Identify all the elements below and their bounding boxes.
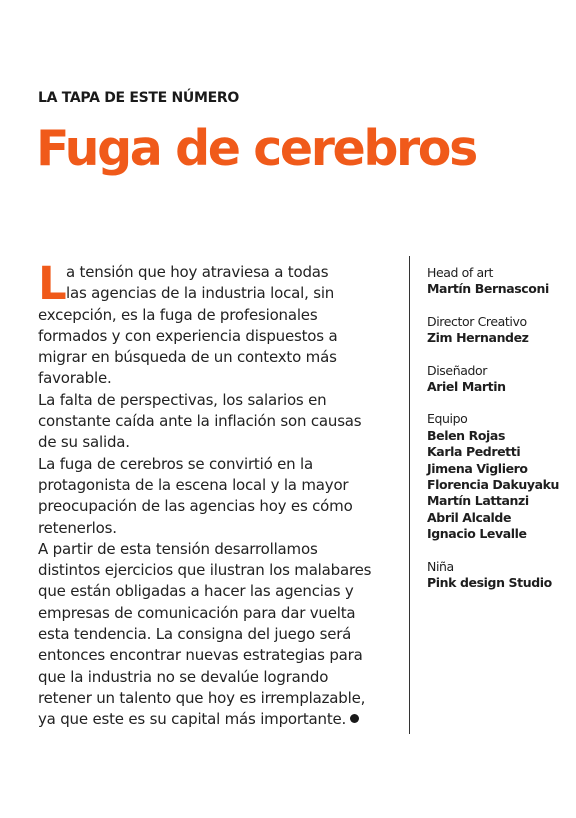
article-line: las agencias de la industria local, sin — [66, 284, 335, 303]
drop-cap: L — [38, 257, 67, 310]
article-line: constante caída ante la inflación son causas — [38, 412, 362, 431]
article-line: migrar en búsqueda de un contexto más — [38, 348, 337, 367]
credits-column — [427, 265, 567, 608]
credit-role: Head of art — [427, 265, 493, 280]
credit-role: Equipo — [427, 411, 468, 427]
article-line: de su salida. — [38, 433, 130, 452]
article-line: La falta de perspectivas, los salarios en — [38, 390, 327, 409]
credit-role: Director Creativo — [427, 313, 527, 329]
article-line: entonces encontrar nuevas estrategias para — [38, 646, 363, 665]
article-line: que la industria no se devalúe logrando — [38, 667, 329, 686]
section-kicker: LA TAPA DE ESTE NÚMERO — [38, 90, 239, 106]
credit-name: Martín Bernasconi — [427, 281, 549, 297]
article-line: distintos ejercicios que ilustran los malabares — [38, 561, 372, 580]
page-title: Fuga de cerebros — [36, 120, 476, 177]
credit-name: Karla Pedretti — [427, 444, 521, 460]
article-line: favorable. — [38, 369, 112, 388]
article-line: a tensión que hoy atraviesa a todas — [66, 263, 329, 281]
credit-name: Abril Alcalde — [427, 509, 512, 525]
article-line: excepción, es la fuga de profesionales — [38, 305, 318, 324]
credit-group-nina — [427, 559, 567, 592]
article-line: protagonista de la escena local y la mayor — [38, 475, 349, 494]
article-line: retener un talento que hoy es irremplazable, — [38, 688, 366, 707]
article-line: A partir de esta tensión desarrollamos — [38, 539, 318, 558]
article-body — [38, 257, 378, 731]
credit-name: Ignacio Levalle — [427, 526, 527, 542]
credit-name: Zim Hernandez — [427, 330, 529, 346]
credit-name: Martín Lattanzi — [427, 493, 529, 509]
credit-group-head-of-art — [427, 265, 567, 298]
credit-role: Niña — [427, 558, 454, 574]
article-line-last — [38, 709, 378, 730]
article-line: esta tendencia. La consigna del juego será — [38, 625, 352, 644]
credit-role: Diseñador — [427, 362, 488, 378]
column-divider — [409, 256, 410, 734]
credit-name: Pink design Studio — [427, 575, 552, 591]
credit-name: Belen Rojas — [427, 427, 505, 443]
article-line: empresas de comunicación para dar vuelta — [38, 603, 356, 622]
article-line: formados y con experiencia dispuestos a — [38, 326, 338, 345]
credit-name: Ariel Martin — [427, 379, 506, 395]
credit-group-director-creativo — [427, 314, 567, 347]
credit-name: Jimena Vigliero — [427, 460, 528, 476]
credit-group-disenador — [427, 363, 567, 396]
black-circle-icon — [350, 714, 359, 723]
article-line: retenerlos. — [38, 518, 117, 537]
article-line-text: ya que este es su capital más importante. — [38, 710, 347, 729]
credit-group-equipo — [427, 411, 567, 542]
article-line: preocupación de las agencias hoy es cómo — [38, 497, 353, 516]
article-line: La fuga de cerebros se convirtió en la — [38, 454, 313, 473]
article-line: que están obligadas a hacer las agencias y — [38, 582, 354, 601]
credit-name: Florencia Dakuyaku — [427, 477, 560, 493]
